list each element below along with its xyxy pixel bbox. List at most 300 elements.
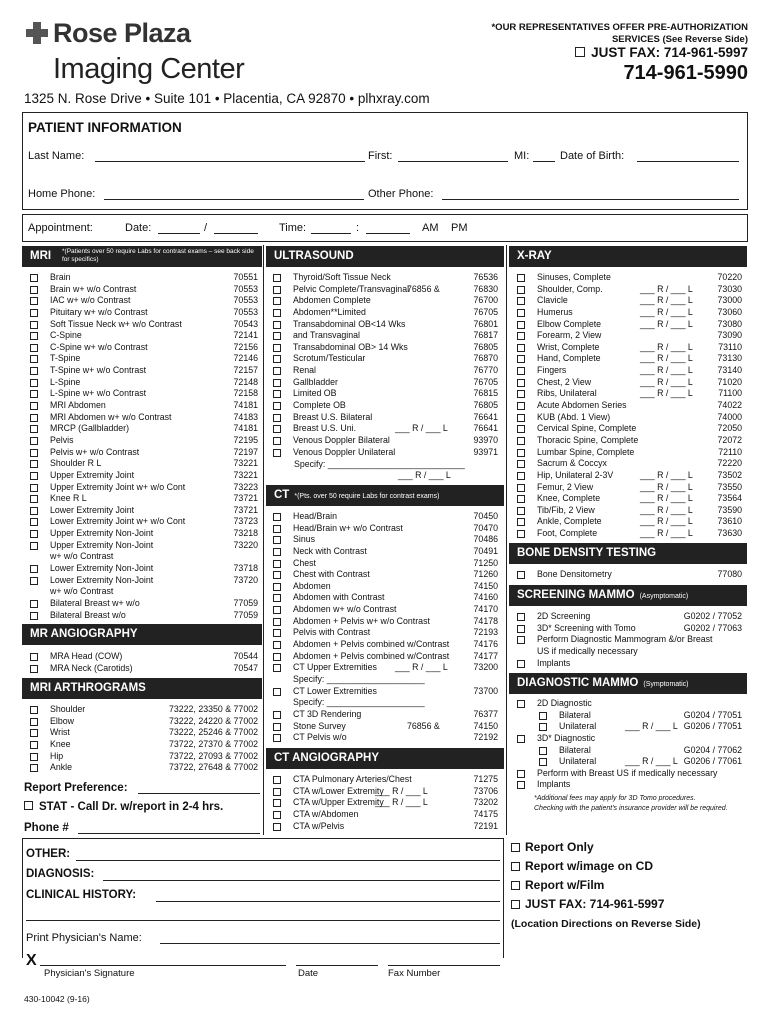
checkbox[interactable] (30, 518, 38, 526)
header-fax[interactable] (575, 45, 748, 60)
last-name-field[interactable] (95, 161, 365, 162)
fax-number-field[interactable] (388, 965, 500, 966)
list-item[interactable] (273, 662, 498, 674)
mi-field[interactable] (533, 161, 555, 162)
item-label: CT Pelvis w/o (293, 732, 347, 743)
checkbox[interactable] (273, 449, 281, 457)
list-item[interactable] (273, 674, 498, 686)
list-item[interactable] (30, 716, 258, 728)
checkbox[interactable] (511, 900, 520, 909)
item-label: CT 3D Rendering (293, 708, 362, 719)
checkbox[interactable] (273, 425, 281, 433)
list-item[interactable] (517, 319, 742, 331)
list-item[interactable] (273, 523, 498, 535)
list-item[interactable] (273, 581, 498, 593)
report-film-option[interactable] (511, 878, 604, 892)
list-item[interactable] (273, 686, 498, 698)
list-item[interactable] (30, 575, 258, 587)
list-item[interactable] (517, 342, 742, 354)
diagnosis-field[interactable] (103, 880, 500, 881)
checkbox[interactable] (30, 274, 38, 282)
checkbox[interactable] (30, 460, 38, 468)
other-phone-field[interactable] (442, 199, 739, 200)
list-item[interactable] (30, 319, 258, 331)
list-item[interactable] (517, 745, 742, 757)
checkbox[interactable] (517, 495, 525, 503)
list-item[interactable] (30, 551, 258, 563)
checkbox[interactable] (517, 402, 525, 410)
checkbox[interactable] (30, 530, 38, 538)
checkbox[interactable] (273, 571, 281, 579)
checkbox[interactable] (517, 636, 525, 644)
list-item[interactable] (273, 797, 498, 809)
checkbox[interactable] (30, 741, 38, 749)
item-code: 70553 (233, 295, 258, 306)
appt-time-minute-field[interactable] (366, 233, 410, 234)
list-item[interactable] (517, 295, 742, 307)
checkbox[interactable] (273, 390, 281, 398)
list-item[interactable] (30, 470, 258, 482)
appt-time-hour-field[interactable] (311, 233, 351, 234)
home-phone-label: Home Phone: (28, 188, 96, 200)
appt-date-month-field[interactable] (158, 233, 200, 234)
checkbox[interactable] (517, 297, 525, 305)
first-name-field[interactable] (398, 161, 508, 162)
checkbox[interactable] (273, 723, 281, 731)
checkbox[interactable] (273, 379, 281, 387)
list-item[interactable] (273, 412, 498, 424)
checkbox[interactable] (511, 843, 520, 852)
checkbox[interactable] (517, 507, 525, 515)
list-item[interactable] (517, 284, 742, 296)
list-item[interactable] (30, 663, 258, 675)
list-item[interactable] (273, 709, 498, 721)
list-item[interactable] (273, 330, 498, 342)
checkbox[interactable] (273, 297, 281, 305)
item-label: Soft Tissue Neck w+ w/o Contrast (50, 318, 182, 329)
list-item[interactable] (30, 563, 258, 575)
checkbox[interactable] (30, 414, 38, 422)
preauth-note-line1: *OUR REPRESENTATIVES OFFER PRE-AUTHORIZATION (491, 22, 748, 33)
checkbox[interactable] (517, 390, 525, 398)
checkbox[interactable] (273, 274, 281, 282)
list-item[interactable] (273, 774, 498, 786)
checkbox[interactable] (517, 484, 525, 492)
list-item[interactable] (517, 569, 742, 581)
list-item[interactable] (273, 435, 498, 447)
checkbox[interactable] (273, 332, 281, 340)
checkbox[interactable] (30, 390, 38, 398)
list-item[interactable] (273, 295, 498, 307)
list-item[interactable] (30, 516, 258, 528)
checkbox[interactable] (517, 309, 525, 317)
checkbox[interactable] (30, 297, 38, 305)
checkbox[interactable] (273, 629, 281, 637)
list-item[interactable] (30, 540, 258, 552)
list-item[interactable] (30, 342, 258, 354)
list-item[interactable] (273, 307, 498, 319)
checkbox[interactable] (30, 484, 38, 492)
list-item[interactable] (517, 353, 742, 365)
checkbox[interactable] (517, 625, 525, 633)
checkbox[interactable] (273, 402, 281, 410)
appt-date-day-field[interactable] (214, 233, 258, 234)
checkbox[interactable] (273, 688, 281, 696)
list-item[interactable] (273, 732, 498, 744)
list-item[interactable] (517, 330, 742, 342)
checkbox[interactable] (30, 565, 38, 573)
clinical-history-field-2[interactable] (26, 920, 500, 921)
list-item[interactable] (273, 511, 498, 523)
list-item[interactable] (273, 809, 498, 821)
checkbox[interactable] (273, 734, 281, 742)
checkbox[interactable] (517, 344, 525, 352)
checkbox[interactable] (539, 723, 547, 731)
list-item[interactable] (30, 482, 258, 494)
checkbox[interactable] (273, 811, 281, 819)
date-field[interactable] (296, 965, 378, 966)
list-item[interactable] (517, 470, 742, 482)
pm-option[interactable]: PM (451, 222, 468, 234)
list-item[interactable] (517, 412, 742, 424)
checkbox[interactable] (30, 449, 38, 457)
list-item[interactable] (273, 569, 498, 581)
checkbox[interactable] (517, 700, 525, 708)
list-item[interactable] (273, 284, 498, 296)
checkbox[interactable] (273, 823, 281, 831)
checkbox[interactable] (30, 542, 38, 550)
list-item[interactable] (517, 505, 742, 517)
list-item[interactable] (273, 651, 498, 663)
list-item[interactable] (517, 528, 742, 540)
checkbox[interactable] (517, 660, 525, 668)
list-item[interactable] (273, 604, 498, 616)
checkbox[interactable] (30, 495, 38, 503)
checkbox[interactable] (273, 606, 281, 614)
report-pref-field[interactable] (138, 793, 260, 794)
list-item[interactable] (273, 592, 498, 604)
item-code: 73090 (717, 330, 742, 341)
list-item[interactable] (30, 330, 258, 342)
checkbox[interactable] (273, 309, 281, 317)
checkbox[interactable] (30, 402, 38, 410)
list-item[interactable] (30, 727, 258, 739)
item-code: 70470 (473, 522, 498, 533)
checkbox[interactable] (517, 332, 525, 340)
checkbox[interactable] (273, 711, 281, 719)
list-item[interactable] (517, 482, 742, 494)
checkbox[interactable] (517, 613, 525, 621)
checkbox[interactable] (517, 571, 525, 579)
list-item[interactable] (30, 586, 258, 598)
checkbox[interactable] (517, 530, 525, 538)
checkbox[interactable] (30, 321, 38, 329)
list-item[interactable] (30, 388, 258, 400)
checkbox[interactable] (517, 518, 525, 526)
list-item[interactable] (30, 610, 258, 622)
list-item[interactable] (517, 423, 742, 435)
checkbox[interactable] (539, 747, 547, 755)
fax-checkbox[interactable] (575, 47, 585, 57)
list-item[interactable] (273, 400, 498, 412)
checkbox[interactable] (273, 344, 281, 352)
list-item[interactable] (517, 447, 742, 459)
list-item[interactable] (273, 319, 498, 331)
checkbox[interactable] (511, 862, 520, 871)
diagnostic-title: DIAGNOSTIC MAMMO (517, 677, 639, 689)
checkbox[interactable] (517, 286, 525, 294)
list-item[interactable] (517, 733, 742, 745)
checkbox[interactable] (517, 472, 525, 480)
list-item[interactable] (30, 272, 258, 284)
checkbox[interactable] (517, 367, 525, 375)
item-code: 70450 (473, 511, 498, 521)
item-code: 70486 (473, 534, 498, 545)
checkbox[interactable] (517, 379, 525, 387)
list-item[interactable] (273, 546, 498, 558)
ct-angio-header: CT ANGIOGRAPHY (266, 748, 504, 769)
home-phone-field[interactable] (104, 199, 364, 200)
mr-angio-header: MR ANGIOGRAPHY (22, 624, 262, 645)
checkbox[interactable] (273, 653, 281, 661)
stat-option[interactable] (24, 801, 223, 813)
list-item[interactable] (273, 697, 498, 709)
list-item[interactable] (30, 365, 258, 377)
checkbox[interactable] (30, 600, 38, 608)
list-item[interactable] (273, 616, 498, 628)
other-field[interactable] (76, 860, 500, 861)
item-label: Transabdominal OB<14 Wks (293, 318, 406, 329)
item-label: CTA w/Pelvis (293, 820, 345, 831)
list-item[interactable] (517, 658, 742, 670)
list-item[interactable] (273, 365, 498, 377)
list-item[interactable] (517, 634, 742, 646)
clinical-history-label: CLINICAL HISTORY: (26, 889, 137, 901)
report-only-option[interactable] (511, 840, 594, 854)
item-code: 76700 (473, 295, 498, 306)
list-item[interactable] (273, 388, 498, 400)
checkbox[interactable] (273, 286, 281, 294)
list-item[interactable] (30, 377, 258, 389)
checkbox[interactable] (273, 321, 281, 329)
checkbox[interactable] (273, 437, 281, 445)
list-item[interactable] (30, 704, 258, 716)
list-item[interactable] (517, 307, 742, 319)
item-label: Thoracic Spine, Complete (537, 434, 639, 445)
list-item[interactable] (517, 458, 742, 470)
us-specify[interactable]: Specify: ____________________________ (294, 459, 465, 469)
checkbox[interactable] (273, 594, 281, 602)
list-item[interactable] (30, 651, 258, 663)
item-label: Pelvis with Contrast (293, 627, 371, 638)
list-item[interactable] (517, 698, 742, 710)
signature-field[interactable] (40, 965, 286, 966)
checkbox[interactable] (273, 548, 281, 556)
checkbox[interactable] (30, 472, 38, 480)
item-code: 70553 (233, 283, 258, 294)
checkbox[interactable] (30, 286, 38, 294)
dob-label: Date of Birth: (560, 150, 625, 162)
list-item[interactable] (517, 435, 742, 447)
list-item[interactable] (30, 284, 258, 296)
phone-field[interactable] (78, 833, 260, 834)
list-item[interactable] (273, 639, 498, 651)
checkbox[interactable] (517, 735, 525, 743)
checkbox[interactable] (30, 764, 38, 772)
list-item[interactable] (30, 412, 258, 424)
list-item[interactable] (517, 623, 742, 635)
list-item[interactable] (273, 534, 498, 546)
list-item[interactable] (517, 365, 742, 377)
list-item[interactable] (273, 721, 498, 733)
item-label: Abdomen**Limited (293, 306, 366, 317)
checkbox[interactable] (517, 414, 525, 422)
list-item[interactable] (30, 447, 258, 459)
list-item[interactable] (30, 493, 258, 505)
item-label: w+ w/o Contrast (50, 586, 114, 597)
checkbox[interactable] (273, 776, 281, 784)
checkbox[interactable] (517, 274, 525, 282)
list-item[interactable] (517, 779, 742, 791)
list-item[interactable] (517, 388, 742, 400)
item-label: Bilateral (559, 709, 591, 720)
list-item[interactable] (273, 627, 498, 639)
checkbox[interactable] (30, 309, 38, 317)
list-item[interactable] (517, 516, 742, 528)
list-item[interactable] (517, 721, 742, 733)
print-physician-field[interactable] (160, 943, 500, 944)
list-item[interactable] (517, 646, 742, 658)
us-specify-rl[interactable]: ___ R / ___ L (398, 470, 451, 480)
list-item[interactable] (273, 447, 498, 459)
checkbox[interactable] (273, 641, 281, 649)
stat-checkbox[interactable] (24, 801, 33, 810)
list-item[interactable] (517, 710, 742, 722)
list-item[interactable] (517, 768, 742, 780)
checkbox[interactable] (517, 460, 525, 468)
checkbox[interactable] (30, 344, 38, 352)
checkbox[interactable] (273, 664, 281, 672)
checkbox[interactable] (273, 513, 281, 521)
list-item[interactable] (273, 786, 498, 798)
checkbox[interactable] (30, 507, 38, 515)
list-item[interactable] (30, 400, 258, 412)
list-item[interactable] (517, 493, 742, 505)
checkbox[interactable] (30, 706, 38, 714)
list-item[interactable] (273, 423, 498, 435)
checkbox[interactable] (273, 788, 281, 796)
checkbox[interactable] (273, 525, 281, 533)
item-code: 76805 (473, 400, 498, 411)
checkbox[interactable] (273, 414, 281, 422)
list-item[interactable] (273, 821, 498, 833)
list-item[interactable] (517, 611, 742, 623)
dob-field[interactable] (637, 161, 739, 162)
list-item[interactable] (517, 756, 742, 768)
checkbox[interactable] (517, 781, 525, 789)
checkbox[interactable] (30, 729, 38, 737)
checkbox[interactable] (273, 618, 281, 626)
checkbox[interactable] (273, 560, 281, 568)
checkbox[interactable] (517, 437, 525, 445)
checkbox[interactable] (517, 449, 525, 457)
checkbox[interactable] (30, 577, 38, 585)
item-code: 76805 (473, 341, 498, 352)
checkbox[interactable] (30, 437, 38, 445)
checkbox[interactable] (273, 536, 281, 544)
checkbox[interactable] (517, 425, 525, 433)
checkbox[interactable] (539, 712, 547, 720)
item-side: ___ R / ___ L (640, 306, 693, 317)
item-code: G0206 / 77061 (683, 756, 742, 767)
date-label: Date (298, 968, 319, 979)
checkbox[interactable] (30, 332, 38, 340)
item-label: Hand, Complete (537, 353, 601, 364)
checkbox[interactable] (517, 355, 525, 363)
checkbox[interactable] (273, 367, 281, 375)
checkbox[interactable] (30, 718, 38, 726)
list-item[interactable] (273, 272, 498, 284)
list-item[interactable] (30, 353, 258, 365)
checkbox[interactable] (511, 881, 520, 890)
item-code: 70491 (473, 545, 498, 556)
checkbox[interactable] (30, 367, 38, 375)
checkbox[interactable] (30, 653, 38, 661)
checkbox[interactable] (273, 355, 281, 363)
list-item[interactable] (517, 272, 742, 284)
list-item[interactable] (517, 400, 742, 412)
list-item[interactable] (30, 423, 258, 435)
list-item[interactable] (30, 751, 258, 763)
just-fax-option[interactable] (511, 897, 664, 911)
list-item[interactable] (273, 342, 498, 354)
checkbox[interactable] (30, 753, 38, 761)
item-code: 73202 (473, 797, 498, 808)
item-label: MRA Neck (Carotids) (50, 662, 133, 673)
checkbox[interactable] (30, 425, 38, 433)
header-phone: 714-961-5990 (623, 62, 748, 84)
list-item[interactable] (273, 377, 498, 389)
report-cd-option[interactable] (511, 859, 653, 873)
checkbox[interactable] (30, 355, 38, 363)
item-label: Clavicle (537, 295, 568, 306)
checkbox[interactable] (517, 770, 525, 778)
checkbox[interactable] (517, 321, 525, 329)
item-code: 71260 (473, 569, 498, 580)
list-item[interactable] (30, 307, 258, 319)
am-option[interactable]: AM (422, 222, 439, 234)
checkbox[interactable] (30, 379, 38, 387)
list-item[interactable] (30, 458, 258, 470)
list-item[interactable] (30, 762, 258, 774)
checkbox[interactable] (273, 583, 281, 591)
checkbox[interactable] (539, 758, 547, 766)
checkbox[interactable] (273, 799, 281, 807)
checkbox[interactable] (30, 612, 38, 620)
list-item[interactable] (273, 558, 498, 570)
list-item[interactable] (273, 353, 498, 365)
list-item[interactable] (30, 295, 258, 307)
list-item[interactable] (30, 598, 258, 610)
list-item[interactable] (30, 739, 258, 751)
checkbox[interactable] (30, 665, 38, 673)
list-item[interactable] (30, 528, 258, 540)
list-item[interactable] (30, 435, 258, 447)
clinical-history-field[interactable] (156, 901, 500, 902)
item-code: 73221 (233, 469, 258, 480)
list-item[interactable] (30, 505, 258, 517)
list-item[interactable] (517, 377, 742, 389)
